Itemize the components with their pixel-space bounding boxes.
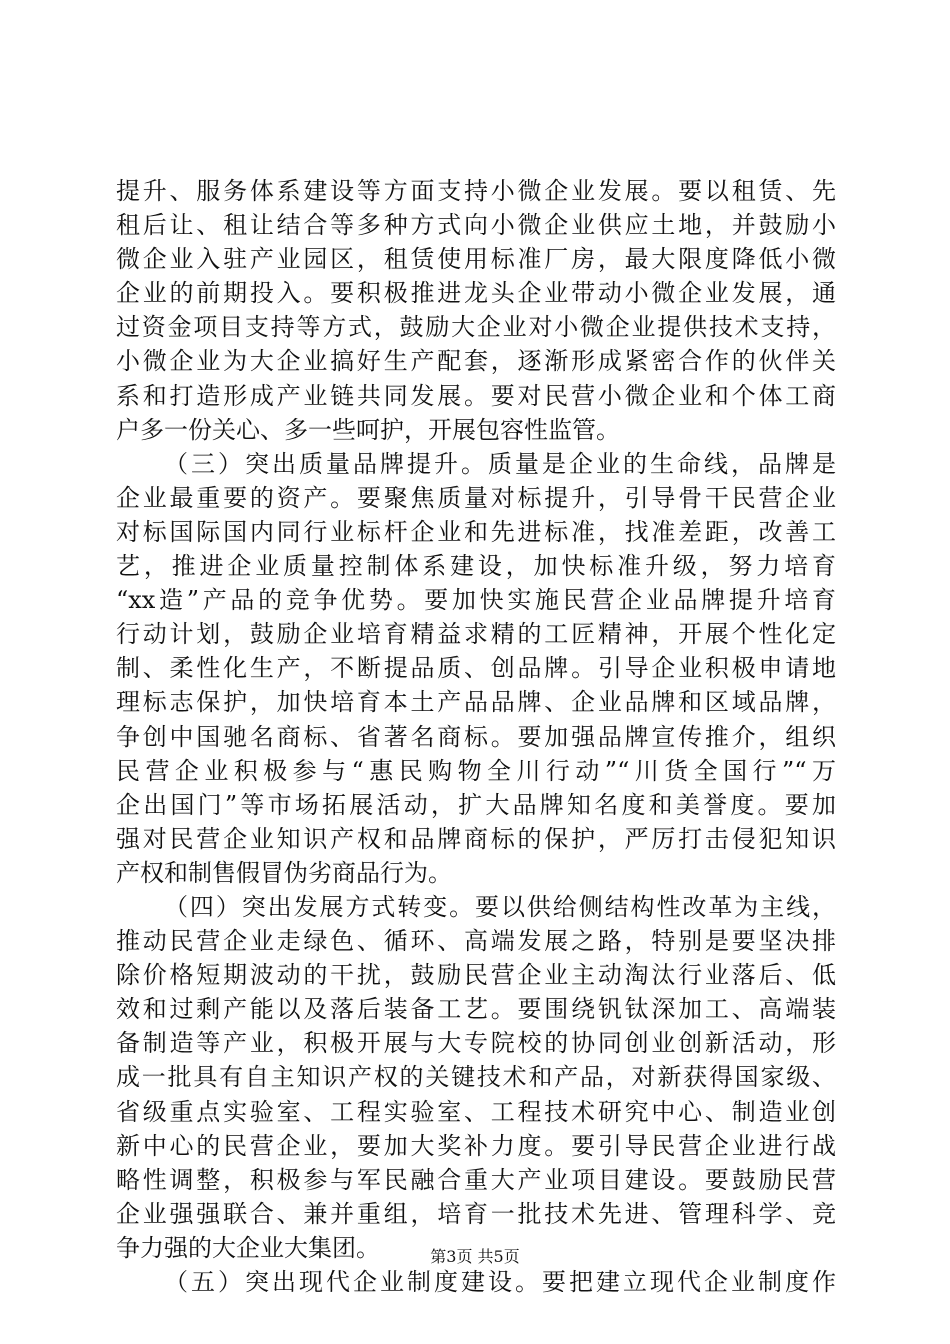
text-line: 推动民营企业走绿色、循环、高端发展之路，特别是要坚决排 [116,927,836,956]
text-line: 略性调整，积极参与军民融合重大产业项目建设。要鼓励民营 [116,1165,836,1194]
page-footer: 第3页 共5页 [430,1247,520,1266]
text-line: “xx造”产品的竞争优势。要加快实施民营企业品牌提升培育 [116,586,836,615]
text-line: 企业的前期投入。要积极推进龙头企业带动小微企业发展，通 [116,279,836,308]
text-line: 制、柔性化生产，不断提品质、创品牌。引导企业积极申请地 [116,654,836,683]
text-line: 除价格短期波动的干扰，鼓励民营企业主动淘汰行业落后、低 [116,961,836,990]
text-line: （四）突出发展方式转变。要以供给侧结构性改革为主线， [164,892,836,921]
text-line: 争创中国驰名商标、省著名商标。要加强品牌宣传推介，组织 [116,722,836,751]
text-line: 提升、服务体系建设等方面支持小微企业发展。要以租赁、先 [116,177,836,205]
text-line: 系和打造形成产业链共同发展。要对民营小微企业和个体工商 [116,381,836,410]
text-line: 户多一份关心、多一些呵护，开展包容性监管。 [116,415,620,444]
text-line: 效和过剩产能以及落后装备工艺。要围绕钒钛深加工、高端装 [116,995,836,1024]
text-line: 企业强强联合、兼并重组，培育一批技术先进、管理科学、竞 [116,1199,836,1228]
text-line: （三）突出质量品牌提升。质量是企业的生命线，品牌是 [164,449,836,478]
document-body [116,174,836,1299]
text-line: 理标志保护，加快培育本土产品品牌、企业品牌和区域品牌， [116,688,836,717]
text-line: 小微企业为大企业搞好生产配套，逐渐形成紧密合作的伙伴关 [116,347,836,376]
text-line: 行动计划，鼓励企业培育精益求精的工匠精神，开展个性化定 [116,620,836,649]
text-line: 产权和制售假冒伪劣商品行为。 [116,858,452,887]
text-line: 租后让、租让结合等多种方式向小微企业供应土地，并鼓励小 [116,211,836,240]
text-line: 艺，推进企业质量控制体系建设，加快标准升级，努力培育 [116,552,836,581]
text-line: 企业最重要的资产。要聚焦质量对标提升，引导骨干民营企业 [116,483,836,512]
text-line: 省级重点实验室、工程实验室、工程技术研究中心、制造业创 [116,1097,836,1126]
text-line: 强对民营企业知识产权和品牌商标的保护，严厉打击侵犯知识 [116,824,836,853]
text-line: 备制造等产业，积极开展与大专院校的协同创业创新活动，形 [116,1029,836,1058]
text-line: 微企业入驻产业园区，租赁使用标准厂房，最大限度降低小微 [116,245,836,274]
text-line: 对标国际国内同行业标杆企业和先进标准，找准差距，改善工 [116,517,836,546]
text-line: 争力强的大企业大集团。 [116,1233,380,1262]
text-line: 新中心的民营企业，要加大奖补力度。要引导民营企业进行战 [116,1131,836,1160]
text-line: 成一批具有自主知识产权的关键技术和产品，对新获得国家级、 [116,1063,836,1092]
text-line: （五）突出现代企业制度建设。要把建立现代企业制度作 [164,1268,836,1296]
text-line: 过资金项目支持等方式，鼓励大企业对小微企业提供技术支持， [116,313,836,342]
text-line: 民营企业积极参与“惠民购物全川行动”“川货全国行”“万 [116,756,836,785]
text-line: 企出国门”等市场拓展活动，扩大品牌知名度和美誉度。要加 [116,790,836,819]
